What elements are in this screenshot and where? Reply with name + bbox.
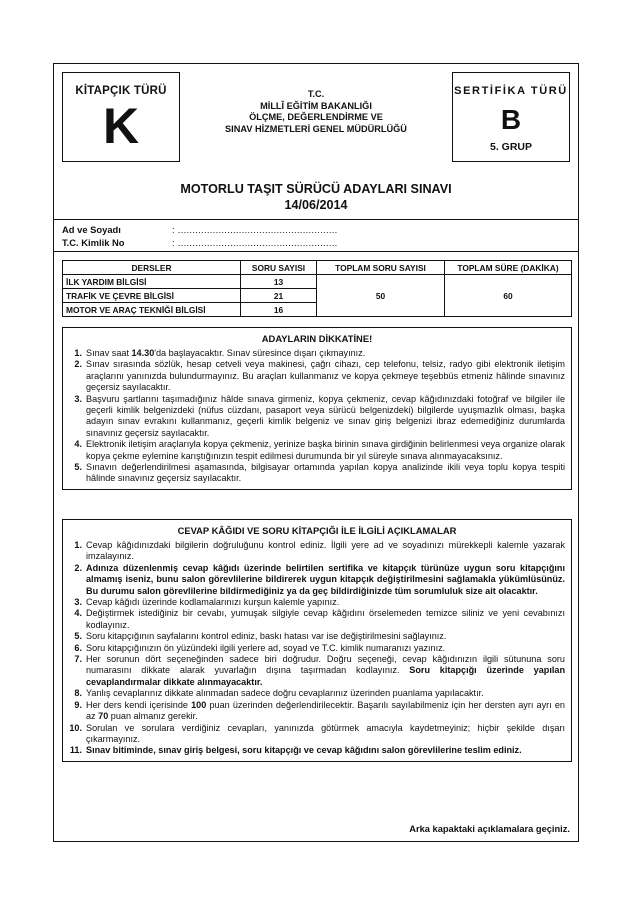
institution-line: T.C. [307,89,325,99]
item-number: 5. [74,631,82,642]
list-item [69,688,565,699]
table-row [63,275,572,289]
institution-line: MİLLÎ EĞİTİM BAKANLIĞI [260,100,372,111]
table-header: TOPLAM SÜRE (DAKİKA) [445,261,572,275]
exam-title-block [54,181,578,213]
list-item [69,700,565,723]
item-number: 11. [69,745,82,756]
list-item [69,654,565,688]
attention-section [62,327,572,490]
item-text: puan almanız gerekir. [108,711,198,722]
item-number: 3. [74,597,82,608]
id-blank: : ....................................................... [172,237,338,248]
item-text: puan üzerinden değerlendirilecektir. Başarılı sayılabilmeniz için her dersten ayrı ayrı en az [86,699,565,722]
list-item [69,597,565,608]
name-row [62,223,338,236]
list-item [69,563,565,597]
item-number: 9. [74,699,82,710]
booklet-type-value: K [102,98,140,154]
item-number: 10. [69,722,82,733]
subject-name: TRAFİK VE ÇEVRE BİLGİSİ [63,289,241,303]
explanations-list [63,540,571,761]
item-number: 1. [74,540,82,550]
list-item [69,723,565,746]
item-text: Soru kitapçığının sayfalarını kontrol ediniz, baskı hatası var ise değiştirilmesini sağlayınız. [86,631,447,642]
list-item [69,439,565,462]
subject-name: İLK YARDIM BİLGİSİ [63,275,241,289]
item-text: Sınav bitiminde, sınav giriş belgesi, soru kitapçığı ve cevap kâğıdını salon görevlilerine teslim ediniz. [86,745,522,756]
item-text: Her ders kendi içerisinde [86,699,192,710]
item-text: Sınav saat [86,348,132,358]
item-number: 8. [74,688,82,699]
list-item [69,643,565,654]
item-number: 7. [74,654,82,665]
total-questions: 50 [317,275,445,317]
item-text: Cevap kâğıdı üzerinde kodlamalarınızı kurşun kalemle yapınız. [86,597,340,608]
question-count: 16 [241,303,317,317]
item-number: 4. [74,608,82,619]
institution-heading [182,89,450,135]
booklet-type-label: KİTAPÇIK TÜRÜ [75,85,167,97]
item-number: 1. [74,348,82,358]
item-number: 2. [74,562,82,573]
item-number: 6. [74,642,82,653]
certificate-type-label: SERTİFİKA TÜRÜ [454,85,568,97]
certificate-type-value: B [500,104,522,135]
item-text: 70 [98,711,109,722]
question-count: 13 [241,275,317,289]
list-item [69,394,565,440]
name-label: Ad ve Soyadı [62,224,121,235]
item-text: Sınavın değerlendirilmesi aşamasında, bilgisayar ortamında yapılan kopya analizinde ikili veya toplu kopya tespiti hâlinde sınavınız geçersiz sayılacaktır. [86,462,565,484]
exam-title: MOTORLU TAŞIT SÜRÜCÜ ADAYLARI SINAVI [180,182,452,196]
table-header: DERSLER [63,261,241,275]
list-item [69,608,565,631]
table-header: SORU SAYISI [241,261,317,275]
subject-name: MOTOR VE ARAÇ TEKNİĞİ BİLGİSİ [63,303,241,317]
list-item [69,348,565,359]
candidate-identity-box [54,219,578,252]
booklet-type-box [62,72,180,162]
name-blank: : ....................................................... [172,224,338,235]
item-number: 5. [74,462,82,473]
table-header-row [63,261,572,275]
list-item [69,745,565,756]
institution-line: ÖLÇME, DEĞERLENDİRME VE [249,112,383,123]
item-text: Sorulan ve sorulara verdiğiniz cevapları, yanınızda götürmek amacıyla kaydetmeyiniz; hiçbir şekilde dışarı çıkarmayınız. [86,722,565,744]
item-text: 'da başlayacaktır. Sınav süresince dışarı çıkmayınız. [154,348,366,358]
item-text: Her sorunun dört seçeneğinden sadece biri doğrudur. Doğru seçeneği, cevap kâğıdınızın ilgili sütununa soru numarasını dikkate alarak yuvarlağın dışına taşırmadan kodlayınız. [86,654,565,676]
item-number: 4. [74,439,82,450]
id-row [62,236,338,249]
continue-note: Arka kapaktaki açıklamalara geçiniz. [409,824,570,834]
item-text: Elektronik iletişim araçlarıyla kopya çekmeniz, yerinize başka birinin sınava girdiğinin belirlenmesi veya organize olarak kopya çekme eylemine karıştığınızın tespit edilmesi durumunda bir yıl süreyle sınava alınmayacaksınız. [86,439,565,461]
item-text: Cevap kâğıdınızdaki bilgilerin doğruluğunu kontrol ediniz. İlgili yere ad ve soyadınızı mürekkepli kalemle yazarak imzalayınız. [86,540,565,562]
explanations-title: CEVAP KÂĞIDI VE SORU KİTAPÇIĞI İLE İLGİLİ AÇIKLAMALAR [177,525,457,536]
attention-title: ADAYLARIN DİKKATİNE! [261,333,373,344]
certificate-group: 5. GRUP [489,141,532,153]
item-text: Yanlış cevaplarınız dikkate alınmadan sadece doğru cevaplarınız üzerinden puanlama yapılacaktır. [86,688,484,699]
list-item [69,359,565,393]
item-text: Soru kitapçığınızın ön yüzündeki ilgili yerlere ad, soyad ve T.C. kimlik numaranızı yazınız. [86,642,446,653]
question-count: 21 [241,289,317,303]
certificate-type-box [452,72,570,162]
list-item [69,631,565,642]
item-text: Soru kitapçığı üzerinde yapılan cevaplandırmalar dikkate alınmayacaktır. [86,665,565,687]
list-item [69,540,565,563]
item-text: 100 [191,699,207,710]
table-header: TOPLAM SORU SAYISI [317,261,445,275]
header-block [62,72,570,162]
item-text: 14.30 [131,348,155,358]
item-number: 3. [74,393,82,404]
id-label: T.C. Kimlik No [62,237,125,248]
item-text: Değiştirmek istediğiniz bir cevabı, yumuşak silgiyle cevap kâğıdını örselemeden temizce siliniz ve yeni cevabınızı kodlayınız. [86,608,565,630]
exam-date: 14/06/2014 [284,198,348,212]
attention-list [63,348,571,489]
total-minutes: 60 [445,275,572,317]
item-text: Sınav sırasında sözlük, hesap cetveli veya makinesi, çağrı cihazı, cep telefonu, telsiz, radyo gibi elektronik iletişim araçlarını yanınızda bulundurmayınız. Bu araçları kullanmanız ve kopya çekmeye teşebbüs etmeniz hâlinde sınavınız geçersiz sayılacaktır. [86,359,565,393]
subjects-table [62,260,572,317]
explanations-section [62,519,572,762]
item-text: Başvuru şartlarını taşımadığınız hâlde sınava girmeniz, kopya çekmeniz, cevap kâğıdınızdaki fotoğraf ve bilgiler ile geçerli kimlik belgenizdeki (nüfus cüzdanı, pasaport veya sürücü belgenizdeki) bilgilerde uyuşmazlık olması, başka adayın sınav evrakını kullanmanız, geçerli kimlik belgeniz ve sınav giriş belgenizi ibraz edemediğiniz durumlarda sınavınız geçersiz sayılacaktır. [86,393,565,438]
list-item [69,462,565,485]
item-number: 2. [74,359,82,370]
item-text: Adınıza düzenlenmiş cevap kâğıdı üzerinde belirtilen sertifika ve kitapçık türünüze uygun soru kitapçığını almamış iseniz, bunu salon görevlilerine bildirerek uygun kitapçık değiştirilmesini sağlamakla yükümlüsünüz. Bu durumu salon görevlilerine bildirmediğiniz ya da geç bildirdiğinizde tüm sorumluluk size ait olacaktır. [86,562,565,596]
institution-line: SINAV HİZMETLERİ GENEL MÜDÜRLÜĞÜ [225,123,407,134]
exam-cover-page [53,63,579,842]
